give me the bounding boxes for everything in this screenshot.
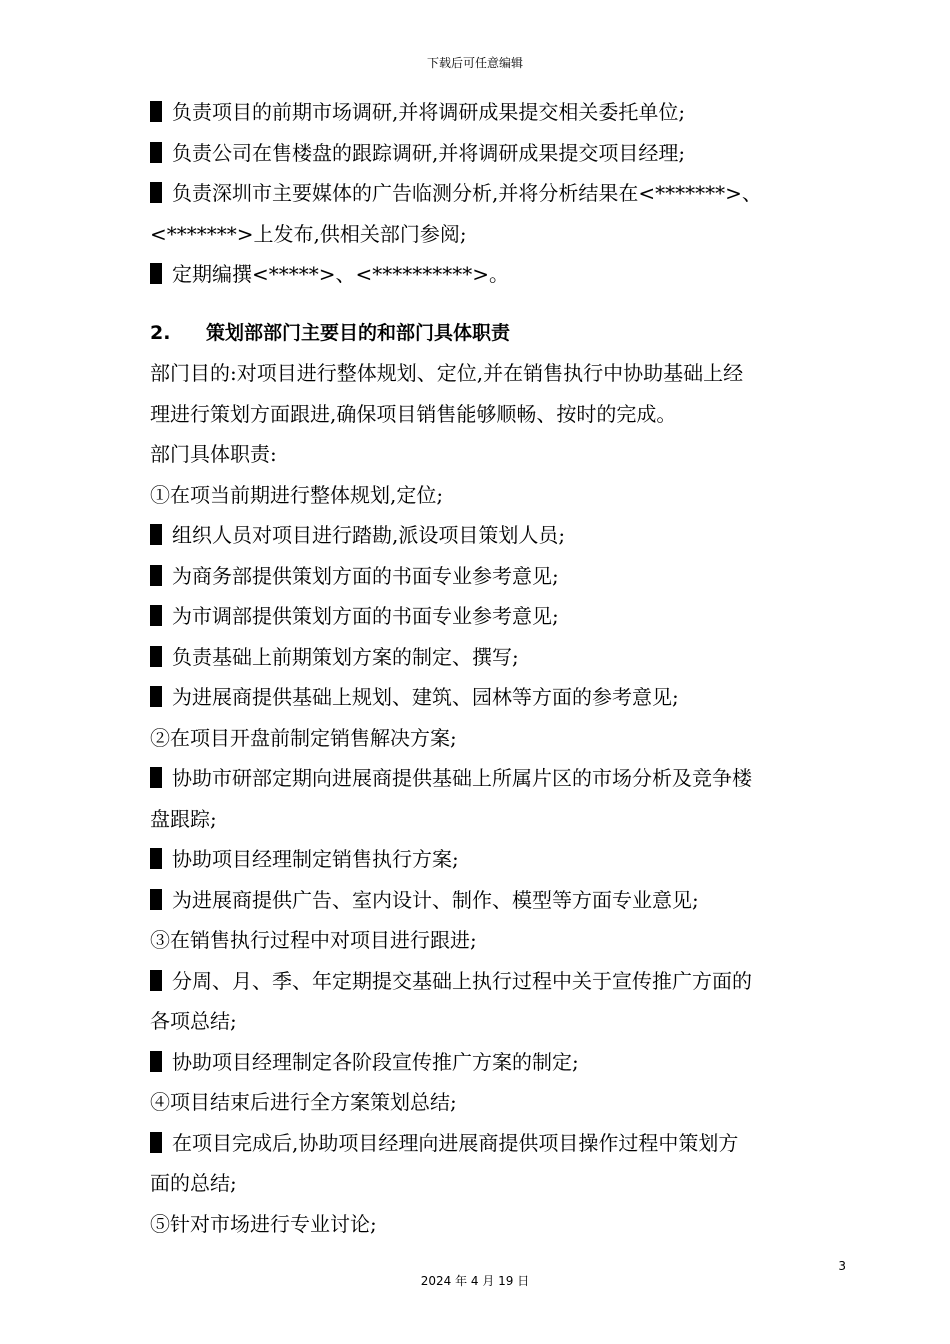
list-item-text: 组织人员对项目进行踏勘,派设项目策划人员; xyxy=(172,523,566,547)
paragraph-line: 部门具体职责: xyxy=(150,442,277,466)
square-bullet-icon xyxy=(150,182,162,203)
list-item-text: 协助项目经理制定销售执行方案; xyxy=(172,847,459,871)
paragraph-line: <*******>上发布,供相关部门参阅; xyxy=(150,221,467,246)
list-item-text: 负责项目的前期市场调研,并将调研成果提交相关委托单位; xyxy=(172,100,686,124)
document-body xyxy=(150,92,850,1244)
page-header: 下载后可任意编辑 xyxy=(426,56,523,70)
list-item xyxy=(150,637,850,678)
square-bullet-icon xyxy=(150,767,162,788)
list-item-text: 协助市研部定期向进展商提供基础上所属片区的市场分析及竞争楼 xyxy=(172,766,752,790)
square-bullet-icon xyxy=(150,686,162,707)
list-item-text: 为进展商提供广告、室内设计、制作、模型等方面专业意见; xyxy=(172,887,699,912)
list-item-text: 负责公司在售楼盘的跟踪调研,并将调研成果提交项目经理; xyxy=(172,140,686,165)
list-item xyxy=(150,254,850,295)
list-item xyxy=(150,880,850,921)
square-bullet-icon xyxy=(150,970,162,991)
list-item-text: 负责深圳市主要媒体的广告临测分析,并将分析结果在<*******>、 xyxy=(172,181,762,205)
square-bullet-icon xyxy=(150,1051,162,1072)
paragraph-line: ①在项当前期进行整体规划,定位; xyxy=(150,482,444,507)
square-bullet-icon xyxy=(150,848,162,869)
list-item-text: 为商务部提供策划方面的书面专业参考意见; xyxy=(172,563,559,588)
list-item xyxy=(150,1123,850,1164)
list-item xyxy=(150,515,850,556)
footer-date: 2024 年 4 月 19 日 xyxy=(420,1274,530,1288)
list-item xyxy=(150,1042,850,1083)
list-item xyxy=(150,839,850,880)
list-item-text: 为市调部提供策划方面的书面专业参考意见; xyxy=(172,604,559,628)
paragraph-line: ④项目结束后进行全方案策划总结; xyxy=(150,1090,457,1114)
paragraph-line: 部门目的:对项目进行整体规划、定位,并在销售执行中协助基础上经 xyxy=(150,361,744,385)
list-item-text: 协助项目经理制定各阶段宣传推广方案的制定; xyxy=(172,1049,579,1074)
paragraph-line: ③在销售执行过程中对项目进行跟进; xyxy=(150,928,477,952)
square-bullet-icon xyxy=(150,646,162,667)
list-item-text: 负责基础上前期策划方案的制定、撰写; xyxy=(172,644,519,669)
section-title: 策划部部门主要目的和部门具体职责 xyxy=(206,321,511,344)
section-number: 2. xyxy=(150,321,171,344)
section-heading xyxy=(150,313,850,354)
square-bullet-icon xyxy=(150,142,162,163)
list-item-text: 分周、月、季、年定期提交基础上执行过程中关于宣传推广方面的 xyxy=(172,968,752,993)
paragraph-line: 理进行策划方面跟进,确保项目销售能够顺畅、按时的完成。 xyxy=(150,401,677,426)
square-bullet-icon xyxy=(150,889,162,910)
list-item xyxy=(150,133,850,174)
list-item xyxy=(150,556,850,597)
square-bullet-icon xyxy=(150,1132,162,1153)
list-item xyxy=(150,92,850,133)
list-item-text: 在项目完成后,协助项目经理向进展商提供项目操作过程中策划方 xyxy=(172,1130,739,1155)
square-bullet-icon xyxy=(150,605,162,626)
paragraph-line: 面的总结; xyxy=(150,1171,237,1195)
list-item xyxy=(150,758,850,799)
square-bullet-icon xyxy=(150,565,162,586)
square-bullet-icon xyxy=(150,101,162,122)
paragraph-line: 盘跟踪; xyxy=(150,806,217,831)
list-item xyxy=(150,677,850,718)
square-bullet-icon xyxy=(150,524,162,545)
list-item-text: 定期编撰<*****>、<**********>。 xyxy=(172,262,510,286)
paragraph-line: ②在项目开盘前制定销售解决方案; xyxy=(150,725,457,750)
square-bullet-icon xyxy=(150,263,162,284)
page-number: 3 xyxy=(838,1259,846,1273)
list-item-text: 为进展商提供基础上规划、建筑、园林等方面的参考意见; xyxy=(172,685,679,709)
paragraph-line: 各项总结; xyxy=(150,1009,237,1033)
list-item xyxy=(150,596,850,637)
list-item xyxy=(150,173,850,214)
paragraph-line: ⑤针对市场进行专业讨论; xyxy=(150,1211,377,1236)
list-item xyxy=(150,961,850,1002)
